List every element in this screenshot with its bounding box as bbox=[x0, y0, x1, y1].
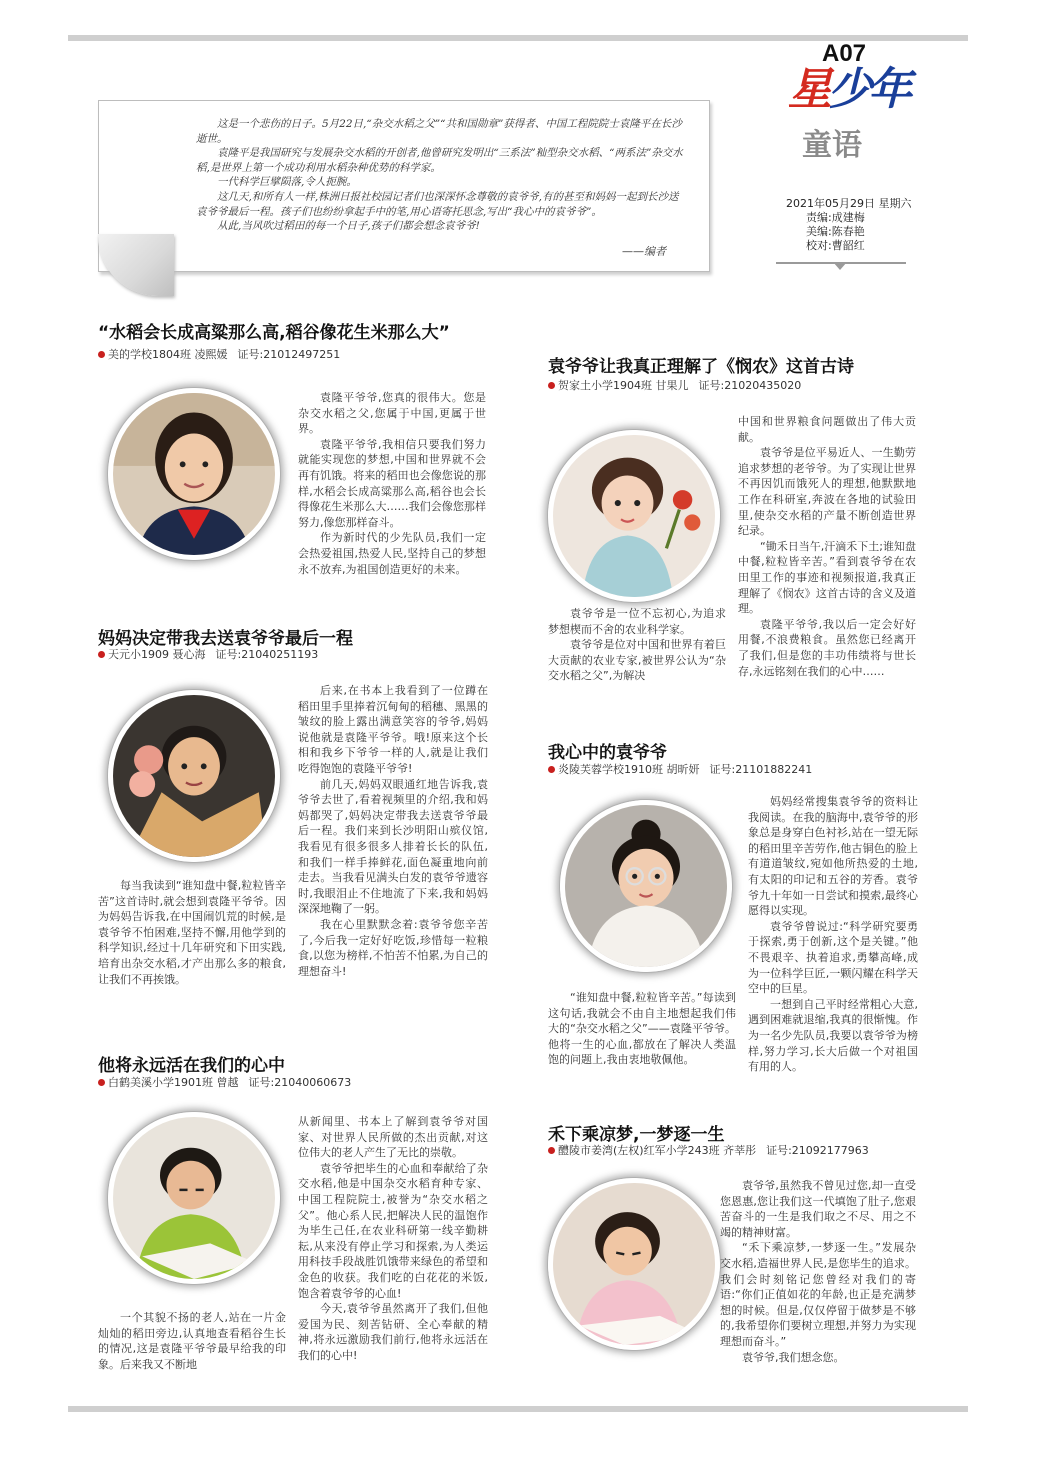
student-photo bbox=[108, 1112, 280, 1284]
article-title: 他将永远活在我们的心中 bbox=[98, 1056, 285, 1076]
article-paragraph: 妈妈经常搜集袁爷爷的资料让我阅读。在我的脑海中,袁爷爷的形象总是身穿白色衬衫,站在一望无际的稻田里辛苦劳作,他古铜色的脸上有道道皱纹,宛如他所热爱的土地,有太阳的印记和五谷的芳香。袁爷爷九十年如一日尝试和摸索,最终心愿得以实现。 bbox=[748, 795, 918, 918]
article-body bbox=[298, 683, 488, 979]
article-paragraph: “锄禾日当午,汗滴禾下土;谁知盘中餐,粒粒皆辛苦。”看到袁爷爷在农田里工作的事迹和视频报道,我真正理解了《悯农》这首古诗的含义及道理。 bbox=[738, 539, 916, 616]
article-body bbox=[298, 1114, 488, 1364]
article-paragraph: 袁隆平爷爷,我以后一定会好好用餐,不浪费粮食。虽然您已经离开了我们,但是您的丰功伟绩将与世长存,永远铭刻在我们的心中…… bbox=[738, 617, 916, 678]
editor-note-text bbox=[196, 117, 686, 234]
article-paragraph: 袁爷爷,虽然我不曾见过您,却一直受您恩惠,您让我们这一代填饱了肚子,您艰苦奋斗的一生是我们取之不尽、用之不竭的精神财富。 bbox=[720, 1179, 916, 1239]
article-paragraph: 从新闻里、书本上了解到袁爷爷对国家、对世界人民所做的杰出贡献,对这位伟大的老人产生了无比的崇敬。 bbox=[298, 1115, 488, 1160]
article-paragraph: 袁爷爷是一位不忘初心,为追求梦想楔而不舍的农业科学家。 bbox=[548, 607, 726, 636]
portrait-girl-writing-icon bbox=[553, 1183, 715, 1345]
article-paragraph: 前几天,妈妈双眼通红地告诉我,袁爷爷去世了,看着视频里的介绍,我和妈妈都哭了,妈妈决定带我去送袁爷爷最后一程。我们来到长沙明阳山殡仪馆,我看见有很多很多人排着长长的队伍,和我们一样手捧鲜花,面色凝重地向前走去。当我看见满头白发的袁爷爷遗容时,我眼泪止不住地流了下来,我和妈妈深深地鞠了一躬。 bbox=[298, 777, 488, 916]
student-photo bbox=[108, 690, 280, 862]
byline-name: 曾越 bbox=[216, 1076, 239, 1089]
byline-name: 胡昕妍 bbox=[666, 763, 700, 776]
bullet-dot-icon bbox=[98, 351, 105, 358]
bottom-rule bbox=[68, 1406, 968, 1412]
article-title: 禾下乘凉梦,一梦逐一生 bbox=[548, 1125, 725, 1145]
article-byline bbox=[548, 761, 812, 777]
brand-logo-rest: 少年 bbox=[828, 65, 908, 114]
student-photo bbox=[548, 1178, 720, 1350]
article-paragraph: 袁爷爷,我们想念您。 bbox=[742, 1350, 845, 1364]
byline-cert: 证号:21020435020 bbox=[698, 379, 802, 392]
editor-signature: ——编者 bbox=[622, 245, 666, 258]
article-body-left bbox=[98, 1310, 286, 1372]
byline-cert: 证号:21101882241 bbox=[709, 763, 813, 776]
byline-name: 聂心海 bbox=[172, 648, 206, 661]
article-body-left bbox=[98, 878, 286, 987]
article-body bbox=[748, 794, 918, 1075]
article-paragraph: 袁隆平爷爷,我相信只要我们努力就能实现您的梦想,中国和世界就不会再有饥饿。将来的稻田也会像您说的那样,水稻会长成高粱那么高,稻谷也会长得像花生米那么大……我们会像您那样努力,像您那样奋斗。 bbox=[298, 437, 486, 529]
byline-school: 炎陵芙蓉学校1910班 bbox=[558, 763, 663, 776]
student-photo bbox=[548, 430, 720, 602]
article-paragraph: 后来,在书本上我看到了一位蹲在稻田里手里捧着沉甸甸的稻穗、黑黑的皱纹的脸上露出满意笑容的爷爷,妈妈说他就是袁隆平爷爷。哦!原来这个长相和我乡下爷爷一样的人,就是让我们吃得饱饱的袁隆平爷爷! bbox=[298, 684, 488, 775]
article-byline bbox=[548, 377, 801, 393]
portrait-girl-icon bbox=[113, 393, 275, 555]
byline-school: 美的学校1804班 bbox=[108, 348, 191, 361]
article-title: 我心中的袁爷爷 bbox=[548, 743, 667, 763]
brand-block bbox=[788, 65, 908, 164]
byline-school: 天元小1909 bbox=[108, 648, 169, 661]
article-paragraph: 袁爷爷曾说过:“科学研究要勇于探索,勇于创新,这个是关键。”他不畏艰辛、执着追求,勇攀高峰,成为一位科学巨匠,一颗闪耀在科学天空中的巨星。 bbox=[748, 919, 918, 996]
issue-meta bbox=[786, 197, 912, 253]
student-photo bbox=[560, 800, 732, 972]
note-paragraph: 这是一个悲伤的日子。5月22日,“杂交水稻之父”“共和国勋章”获得者、中国工程院院士袁隆平在长沙逝世。 bbox=[196, 118, 682, 145]
article-byline bbox=[98, 1074, 351, 1090]
article-body-left bbox=[548, 606, 726, 684]
editor-credit: 责编:成建梅 bbox=[806, 211, 865, 224]
note-paragraph: 袁隆平是我国研究与发展杂交水稻的开创者,他曾研究发明出“三系法”籼型杂交水稻、“两系法”杂交水稻,是世界上第一个成功利用水稻杂种优势的科学家。 bbox=[196, 147, 683, 174]
article-paragraph: 袁爷爷是位对中国和世界有着巨大贡献的农业专家,被世界公认为“杂交水稻之父”,为解决 bbox=[548, 638, 726, 683]
article-body-left bbox=[548, 990, 736, 1068]
bullet-dot-icon bbox=[548, 382, 555, 389]
article-paragraph: 我在心里默默念着:袁爷爷您辛苦了,今后我一定好好吃饭,珍惜每一粒粮食,以您为榜样,不怕苦不怕累,为自己的理想奋斗! bbox=[298, 917, 488, 978]
portrait-boy-flowers-icon bbox=[113, 695, 275, 857]
article-title: 袁爷爷让我真正理解了《悯农》这首古诗 bbox=[548, 357, 854, 377]
section-title: 童语 bbox=[802, 128, 862, 163]
article-paragraph: 中国和世界粮食问题做出了伟大贡献。 bbox=[738, 415, 916, 444]
byline-school: 贺家土小学1904班 bbox=[558, 379, 652, 392]
byline-name: 凌熙媛 bbox=[194, 348, 228, 361]
article-byline bbox=[548, 1142, 869, 1158]
bullet-dot-icon bbox=[98, 1079, 105, 1086]
meta-divider-arrow bbox=[833, 262, 847, 270]
article-paragraph: 今天,袁爷爷虽然离开了我们,但他爱国为民、刻苦钻研、全心奉献的精神,将永远激励我们前行,他将永远活在我们的心中! bbox=[298, 1302, 488, 1362]
designer-credit: 美编:陈春艳 bbox=[806, 225, 865, 238]
article-paragraph: 每当我读到“谁知盘中餐,粒粒皆辛苦”这首诗时,就会想到袁隆平爷爷。因为妈妈告诉我,在中国闹饥荒的时候,是袁爷爷不怕困难,坚持不懈,用他学到的科学知识,经过十几年研究和下田实践,培育出杂交水稻,才产出那么多的粮食,让我们不再挨饿。 bbox=[98, 879, 286, 986]
article-body bbox=[720, 1178, 916, 1365]
portrait-girl-flowers-icon bbox=[553, 435, 715, 597]
byline-school: 醴陵市姜湾(左权)红军小学243班 bbox=[558, 1144, 720, 1157]
student-photo bbox=[108, 388, 280, 560]
byline-cert: 证号:21012497251 bbox=[237, 348, 341, 361]
article-paragraph: 袁爷爷是位平易近人、一生勤劳追求梦想的老爷爷。为了实现让世界不再因饥而饿死人的理想,他默默地工作在科研室,奔波在各地的试验田里,使杂交水稻的产量不断创造世界纪录。 bbox=[738, 446, 916, 538]
brand-logo bbox=[788, 65, 908, 114]
paper-curl-decoration bbox=[98, 234, 174, 296]
article-body bbox=[738, 414, 916, 679]
article-paragraph: 袁爷爷把毕生的心血和奉献给了杂交水稻,他是中国杂交水稻育种专家、中国工程院院士,被誉为“杂交水稻之父”。他心系人民,把解决人民的温饱作为毕生己任,在农业科研第一线辛勤耕耘,从来没有停止学习和探索,为人类运用科技手段战胜饥饿带来绿色的希望和金色的收获。我们吃的白花花的米饭,饱含着袁爷爷的心血! bbox=[298, 1161, 488, 1300]
proofreader-credit: 校对:曹韶红 bbox=[806, 239, 865, 252]
byline-cert: 证号:21092177963 bbox=[766, 1144, 869, 1157]
article-paragraph: 一想到自己平时经常粗心大意,遇到困难就退缩,我真的很惭愧。作为一名少先队员,我要以袁爷爷为榜样,努力学习,长大后做一个对祖国有用的人。 bbox=[748, 997, 918, 1074]
article-title: “水稻会长成高粱那么高,稻谷像花生米那么大” bbox=[98, 323, 450, 343]
article-paragraph: 作为新时代的少先队员,我们一定会热爱祖国,热爱人民,坚持自己的梦想永不放弃,为祖国创造更好的未来。 bbox=[298, 531, 486, 576]
bullet-dot-icon bbox=[98, 651, 105, 658]
note-paragraph: 从此,当风吹过稻田的每一个日子,孩子们都会想念袁爷爷! bbox=[217, 220, 480, 233]
article-title: 妈妈决定带我去送袁爷爷最后一程 bbox=[98, 629, 353, 649]
byline-name: 甘果儿 bbox=[655, 379, 689, 392]
article-paragraph: “禾下乘凉梦,一梦逐一生。”发展杂交水稻,造福世界人民,是您毕生的追求。我们会时刻铭记您曾经对我们的寄语:“你们正值如花的年龄,也正是充满梦想的时候。但是,仅仅停留于做梦是不够的,我希望你们要树立理想,并努力为实现理想而奋斗。” bbox=[720, 1241, 916, 1348]
article-byline bbox=[98, 646, 318, 662]
brand-logo-star: 星 bbox=[788, 65, 828, 114]
article-byline bbox=[98, 346, 340, 362]
note-paragraph: 这几天,和所有人一样,株洲日报社校园记者们也深深怀念尊敬的袁爷爷,有的甚至和妈妈一起到长沙送袁爷爷最后一程。孩子们也纷纷拿起手中的笔,用心语寄托思念,写出“我心中的袁爷爷”。 bbox=[196, 190, 679, 218]
bullet-dot-icon bbox=[548, 1147, 555, 1154]
article-body bbox=[298, 390, 486, 577]
note-paragraph: 一代科学巨擘陨落,令人扼腕。 bbox=[217, 176, 357, 189]
byline-school: 白鹤美溪小学1901班 bbox=[108, 1076, 213, 1089]
article-paragraph: “谁知盘中餐,粒粒皆辛苦。”每读到这句话,我就会不由自主地想起我们伟大的“杂交水稻之父”——袁隆平爷爷。他将一生的心血,都放在了解决人类温饱的问题上,我由衷地敬佩他。 bbox=[548, 991, 736, 1067]
article-paragraph: 袁隆平爷爷,您真的很伟大。您是杂交水稻之父,您属于中国,更属于世界。 bbox=[298, 391, 486, 436]
bullet-dot-icon bbox=[548, 766, 555, 773]
byline-cert: 证号:21040060673 bbox=[248, 1076, 352, 1089]
portrait-boy-reading-icon bbox=[113, 1117, 275, 1279]
article-paragraph: 一个其貌不扬的老人,站在一片金灿灿的稻田旁边,认真地查看稻谷生长的情况,这是袁隆平爷爷最早给我的印象。后来我又不断地 bbox=[98, 1311, 286, 1371]
issue-date: 2021年05月29日 星期六 bbox=[786, 197, 912, 210]
byline-cert: 证号:21040251193 bbox=[215, 648, 319, 661]
byline-name: 齐莘彤 bbox=[723, 1144, 757, 1157]
portrait-girl-glasses-icon bbox=[565, 805, 727, 967]
page-number: A07 bbox=[822, 40, 867, 67]
